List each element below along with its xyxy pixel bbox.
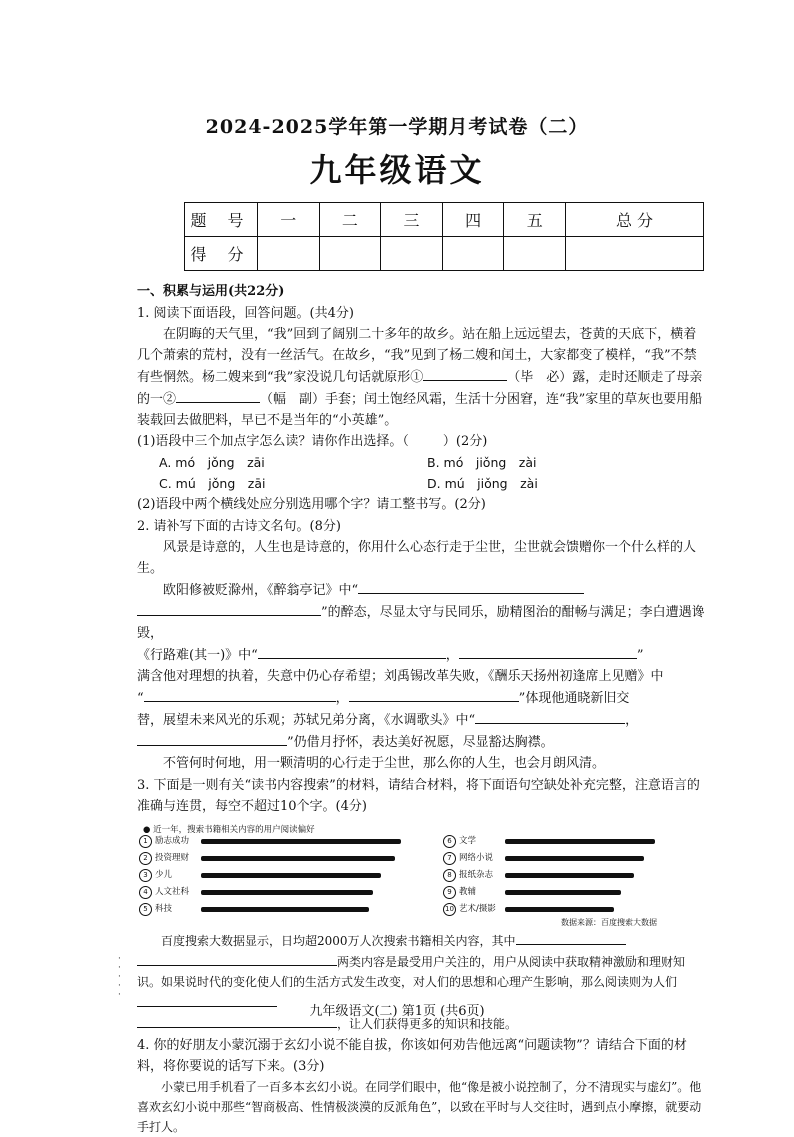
score-blank[interactable]	[566, 237, 704, 271]
score-cell: 二	[319, 203, 381, 237]
chart-bar	[201, 907, 369, 912]
q1-passage-a: 在阴晦的天气里，“我”回到了阔别二十多年的故乡。站在船上远远望去，苍黄的天底下，横着几个萧索的荒村，没有一丝活气。在故乡，“我”见到了杨二嫂和闰土，大家都变了模样，“我”不禁有些惘然。杨二嫂来到“我”家没说几句话就原形①	[137, 327, 697, 385]
q2-intro: 风景是诗意的，人生也是诗意的，你用什么心态行走于尘世，尘世就会馈赠你一个什么样的人生。	[137, 540, 697, 576]
blank-2[interactable]	[176, 388, 260, 403]
q1-passage-b: 走时还顺走了母亲的一②	[137, 370, 703, 407]
chart-source: 数据来源：百度搜索大数据	[561, 918, 657, 927]
q3-text: 百度搜索大数据显示，日均超2000万人次搜索书籍相关内容，其中	[161, 934, 516, 948]
chart-row	[443, 834, 655, 848]
q1-stem: 1. 阅读下面语段，回答问题。(共4分)	[137, 306, 354, 321]
chart-rank-label: 3	[139, 869, 152, 882]
q2-text: ，	[335, 691, 349, 706]
q2-line-7	[137, 731, 705, 753]
q2-line-4: 满含他对理想的执着，失意中仍心存希望；刘禹锡改革失败，《酬乐天扬州初逢席上见赠》中	[137, 669, 664, 684]
chart-category-label: 少儿	[155, 869, 173, 880]
chart-row	[443, 885, 621, 899]
chart-category-label: 励志成功	[155, 835, 190, 846]
chart-category-label: 报纸杂志	[459, 869, 494, 880]
chart-row	[139, 868, 381, 882]
chart-bar	[505, 873, 634, 878]
chart-bar	[201, 839, 401, 844]
q2-text: ，	[445, 648, 459, 663]
chart-bar	[505, 907, 614, 912]
chart-category-label: 科技	[155, 903, 173, 914]
poem-blank-5[interactable]	[349, 687, 519, 702]
q1-sub1-text: (1)语段中三个加点字怎么读？请你作出选择。（	[137, 434, 409, 449]
q2-text: 替，展望未来风光的乐观；苏轼兄弟分离，《水调歌头》中“	[137, 713, 476, 728]
q2-text: 《行路难(其一)》中“	[137, 648, 258, 663]
q3-stem: 3. 下面是一则有关“读书内容搜索”的材料，请结合材料，将下面语句空缺处补充完整，注意语言的准确与连贯，每空不超过10个字。(4分)	[137, 778, 700, 814]
q2-text: ”的醉态，尽显太守与民同乐，励精图治的酣畅与满足；李白遭遇谗毁，	[137, 605, 705, 641]
q2-text: ，	[625, 713, 639, 728]
chart-row	[139, 851, 395, 865]
pinyin-1: （毕 必）露，	[507, 370, 599, 385]
chart-rank-label: 6	[443, 835, 456, 848]
chart-row	[443, 868, 634, 882]
chart-category-label: 人文社科	[155, 886, 190, 897]
score-table-score-row	[185, 237, 704, 271]
q2-text: ”体现他通晓新旧交	[518, 691, 630, 706]
q2-line-1	[137, 579, 705, 601]
chart-category-label: 文学	[459, 835, 477, 846]
q3-passage	[137, 930, 705, 951]
poem-blank-3[interactable]	[459, 644, 637, 659]
poem-blank-1[interactable]	[358, 579, 584, 594]
chart-category-label: 教辅	[459, 886, 477, 897]
q1-sub2: (2)语段中两个横线处应分别选用哪个字？请工整书写。(2分)	[137, 497, 486, 512]
q2-line-3	[137, 644, 705, 666]
poem-blank-1b[interactable]	[137, 601, 321, 616]
chart-row	[139, 885, 373, 899]
q2-line-6	[137, 709, 705, 731]
q2-text: ”仍借月抒怀，表达美好祝愿，尽显豁达胸襟。	[287, 735, 554, 750]
chart-bar	[505, 890, 621, 895]
score-blank[interactable]	[381, 237, 443, 271]
section-title: 一、积累与运用(共22分)	[137, 284, 285, 299]
chart-title: ● 近一年，搜索书籍相关内容的用户阅读偏好	[143, 825, 315, 835]
option-c[interactable]: C. mú jǒng zāi	[159, 476, 266, 491]
q1-options	[137, 452, 705, 494]
poem-blank-6[interactable]	[475, 709, 625, 724]
score-cell: 四	[442, 203, 504, 237]
q3-blank-1b[interactable]	[137, 951, 337, 966]
chart-category-label: 艺术/摄影	[459, 903, 496, 914]
score-blank[interactable]	[258, 237, 320, 271]
chart-rank-label: 2	[139, 852, 152, 865]
q2-stem: 2. 请补写下面的古诗文名句。(8分)	[137, 519, 341, 534]
reading-preference-chart	[137, 820, 705, 926]
score-table-header-row	[185, 203, 704, 237]
margin-marks: · · · · ·	[118, 954, 121, 1000]
chart-category-label: 投资理财	[155, 852, 190, 863]
score-blank[interactable]	[319, 237, 381, 271]
q1-sub1-end: ）(2分)	[442, 434, 488, 449]
score-blank[interactable]	[442, 237, 504, 271]
score-cell: 三	[381, 203, 443, 237]
q2-text: 欧阳修被贬滁州，《醉翁亭记》中“	[163, 583, 359, 598]
q2-closing: 不管何时何地，用一颗清明的心行走于尘世，那么你的人生，也会月朗风清。	[163, 756, 606, 771]
chart-rank-label: 4	[139, 886, 152, 899]
q1-sub1	[137, 431, 705, 452]
blank-1[interactable]	[423, 366, 507, 381]
score-cell: 五	[504, 203, 566, 237]
chart-rank-label: 7	[443, 852, 456, 865]
chart-bar	[505, 856, 644, 861]
poem-blank-7[interactable]	[137, 731, 287, 746]
chart-row	[443, 851, 644, 865]
chart-bar	[201, 890, 373, 895]
q2-text: ”	[636, 648, 644, 663]
q2-text: “	[137, 691, 144, 706]
q3-text: 两类内容是最受用户关注的，用户从阅读中获取精神激励和理财知识。如果说时代的变化使人们的生活方式发生改变，对人们的思想和心理产生影响，那么阅读则为人们	[137, 955, 686, 989]
score-label: 得 分	[185, 237, 258, 271]
score-cell: 一	[258, 203, 320, 237]
q3-text: ，让人们获得更多的知识和技能。	[337, 1017, 518, 1031]
q2-line-2	[137, 601, 705, 644]
score-cell: 题 号	[185, 203, 258, 237]
chart-bar	[201, 873, 381, 878]
q1-passage	[137, 324, 705, 431]
option-a[interactable]: A. mó jǒng zāi	[159, 455, 265, 470]
q4-material: 小蒙已用手机看了一百多本玄幻小说。在同学们眼中，他“像是被小说控制了，分不清现实与虚幻”。他喜欢玄幻小说中那些“智商极高、性情极淡漠的反派角色”，以致在平时与人交往时，遇到点小摩擦，就要动手打人。	[137, 1080, 702, 1134]
option-d[interactable]: D. mú jiǒng zài	[427, 476, 538, 491]
chart-rank-label: 9	[443, 886, 456, 899]
score-table	[184, 202, 704, 271]
chart-rank-label: 10	[443, 903, 456, 916]
chart-row	[443, 902, 614, 916]
page-footer: 九年级语文(二) 第1页 (共6页)	[309, 1004, 485, 1019]
q2-line-5	[137, 687, 705, 709]
chart-category-label: 网络小说	[459, 852, 494, 863]
chart-bar	[201, 856, 395, 861]
chart-rank-label: 5	[139, 903, 152, 916]
chart-row	[139, 834, 401, 848]
score-blank[interactable]	[504, 237, 566, 271]
pinyin-2: （幅 副）手套；闰土饱经风霜，生活十分困窘，连“我”家里的草灰也要用船装载回去做肥料，早已不是当年的“小英雄”。	[137, 392, 703, 428]
chart-row	[139, 902, 369, 916]
score-cell: 总 分	[566, 203, 704, 237]
chart-rank-label: 8	[443, 869, 456, 882]
poem-blank-2[interactable]	[258, 644, 446, 659]
poem-blank-4[interactable]	[144, 687, 336, 702]
option-b[interactable]: B. mó jiǒng zài	[427, 455, 537, 470]
q4-stem: 4. 你的好朋友小蒙沉溺于玄幻小说不能自拔，你该如何劝告他远离“问题读物”？请结合下面的材料，将你要说的话写下来。(3分)	[137, 1038, 687, 1074]
chart-bar	[505, 839, 655, 844]
exam-title: 2024-2025学年第一学期月考试卷（二）	[205, 116, 589, 138]
chart-rank-label: 1	[139, 835, 152, 848]
subject-title: 九年级语文	[309, 151, 485, 189]
